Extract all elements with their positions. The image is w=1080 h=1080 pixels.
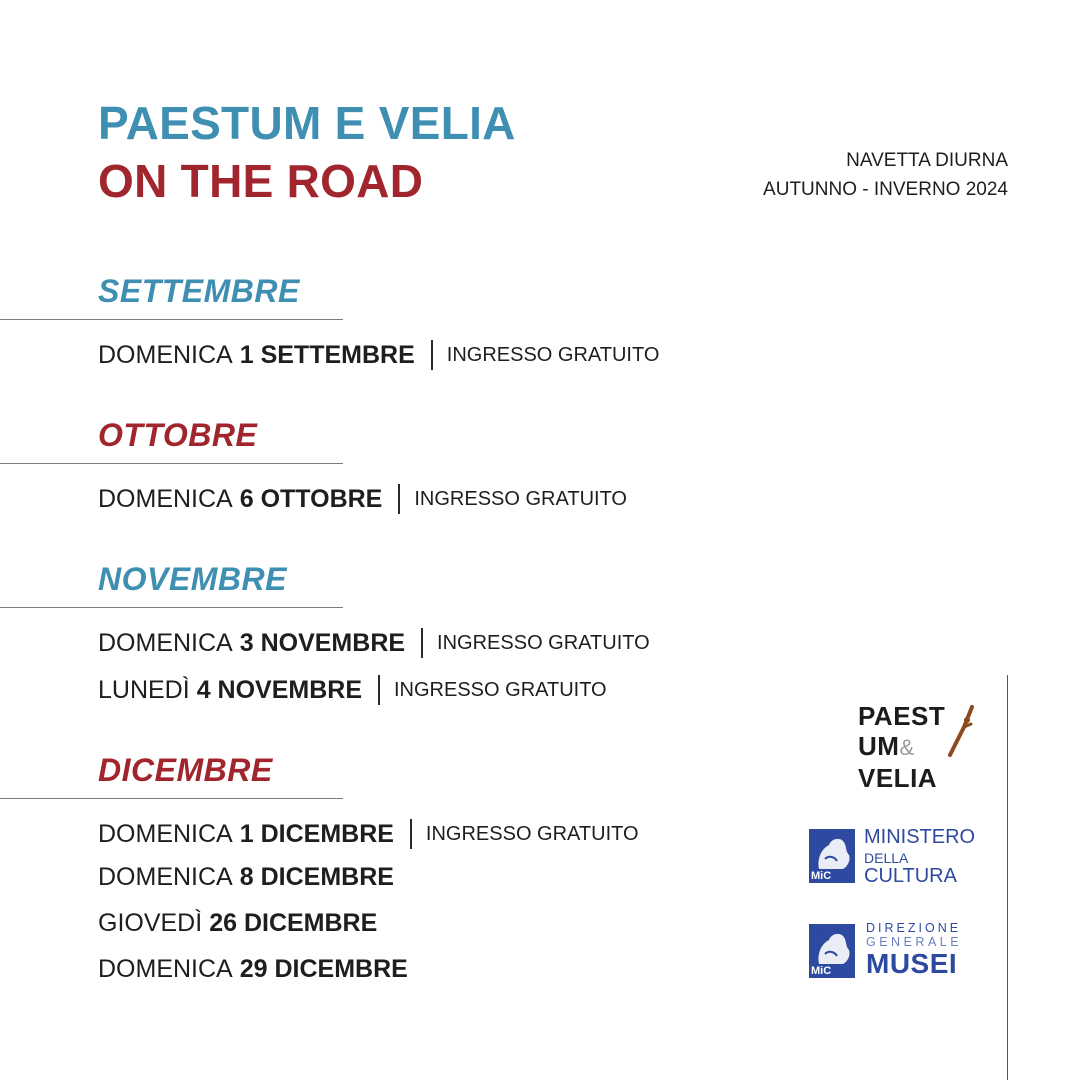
date: 1 SETTEMBRE (239, 340, 415, 369)
month-heading-ottobre: OTTOBRE (98, 417, 258, 453)
date-row (98, 675, 607, 705)
separator (378, 675, 380, 705)
date: 6 OTTOBRE (239, 484, 383, 513)
date: 1 DICEMBRE (239, 819, 394, 848)
separator (431, 340, 433, 370)
title-line-2: ON THE ROAD (98, 155, 424, 207)
ministero-line-3: CULTURA (864, 865, 957, 887)
free-entry-label: INGRESSO GRATUITO (425, 823, 639, 845)
weekday: DOMENICA (98, 628, 233, 657)
free-entry-label: INGRESSO GRATUITO (414, 488, 627, 510)
logo-line-2: UM& (858, 731, 915, 761)
mic-tag: MiC (811, 870, 832, 882)
weekday: DOMENICA (98, 863, 233, 891)
free-entry-label: INGRESSO GRATUITO (394, 679, 607, 701)
date: 29 DICEMBRE (239, 955, 408, 983)
subtitle-line-1: NAVETTA DIURNA (846, 150, 1008, 171)
date: 3 NOVEMBRE (239, 628, 406, 657)
weekday: DOMENICA (98, 819, 233, 848)
month-divider (0, 607, 343, 608)
direzione-line-1: DIREZIONE (866, 921, 962, 935)
date: 26 DICEMBRE (209, 909, 378, 937)
ministero-line-2: DELLA (864, 850, 909, 866)
logo-line-1: PAEST (858, 701, 946, 731)
month-divider (0, 798, 343, 799)
direzione-line-3: MUSEI (866, 948, 958, 979)
date-row (98, 957, 408, 982)
date: 4 NOVEMBRE (196, 675, 362, 704)
direzione-line-2: GENERALE (866, 935, 963, 949)
month-heading-dicembre: DICEMBRE (98, 752, 273, 788)
weekday: DOMENICA (98, 484, 233, 513)
logo-accent-shapes (858, 733, 968, 763)
weekday: DOMENICA (98, 955, 233, 983)
separator (398, 484, 400, 514)
weekday: LUNEDÌ (98, 675, 190, 704)
month-heading-settembre: SETTEMBRE (98, 273, 300, 309)
weekday: GIOVEDÌ (98, 909, 203, 937)
month-heading-novembre: NOVEMBRE (98, 561, 287, 597)
date-row (98, 340, 659, 370)
free-entry-label: INGRESSO GRATUITO (446, 344, 660, 366)
separator (421, 628, 423, 658)
date-row (98, 865, 394, 890)
paestum-velia-logo (858, 703, 978, 793)
vertical-divider (1007, 675, 1008, 1080)
date-row (98, 484, 627, 514)
logo-line-3: VELIA (858, 763, 938, 793)
subtitle-line-2: AUTUNNO - INVERNO 2024 (763, 179, 1008, 200)
month-divider (0, 319, 343, 320)
mic-tag: MiC (811, 965, 832, 977)
weekday: DOMENICA (98, 340, 233, 369)
ministero-line-1: MINISTERO (864, 826, 976, 848)
separator (410, 819, 412, 849)
date-row (98, 628, 650, 658)
date-row (98, 819, 639, 849)
title-line-1: PAESTUM E VELIA (98, 97, 516, 149)
date-row (98, 911, 377, 936)
date: 8 DICEMBRE (239, 863, 394, 891)
direzione-musei-emblem (809, 924, 855, 978)
month-divider (0, 463, 343, 464)
ministero-cultura-emblem (809, 829, 855, 883)
free-entry-label: INGRESSO GRATUITO (437, 632, 650, 654)
